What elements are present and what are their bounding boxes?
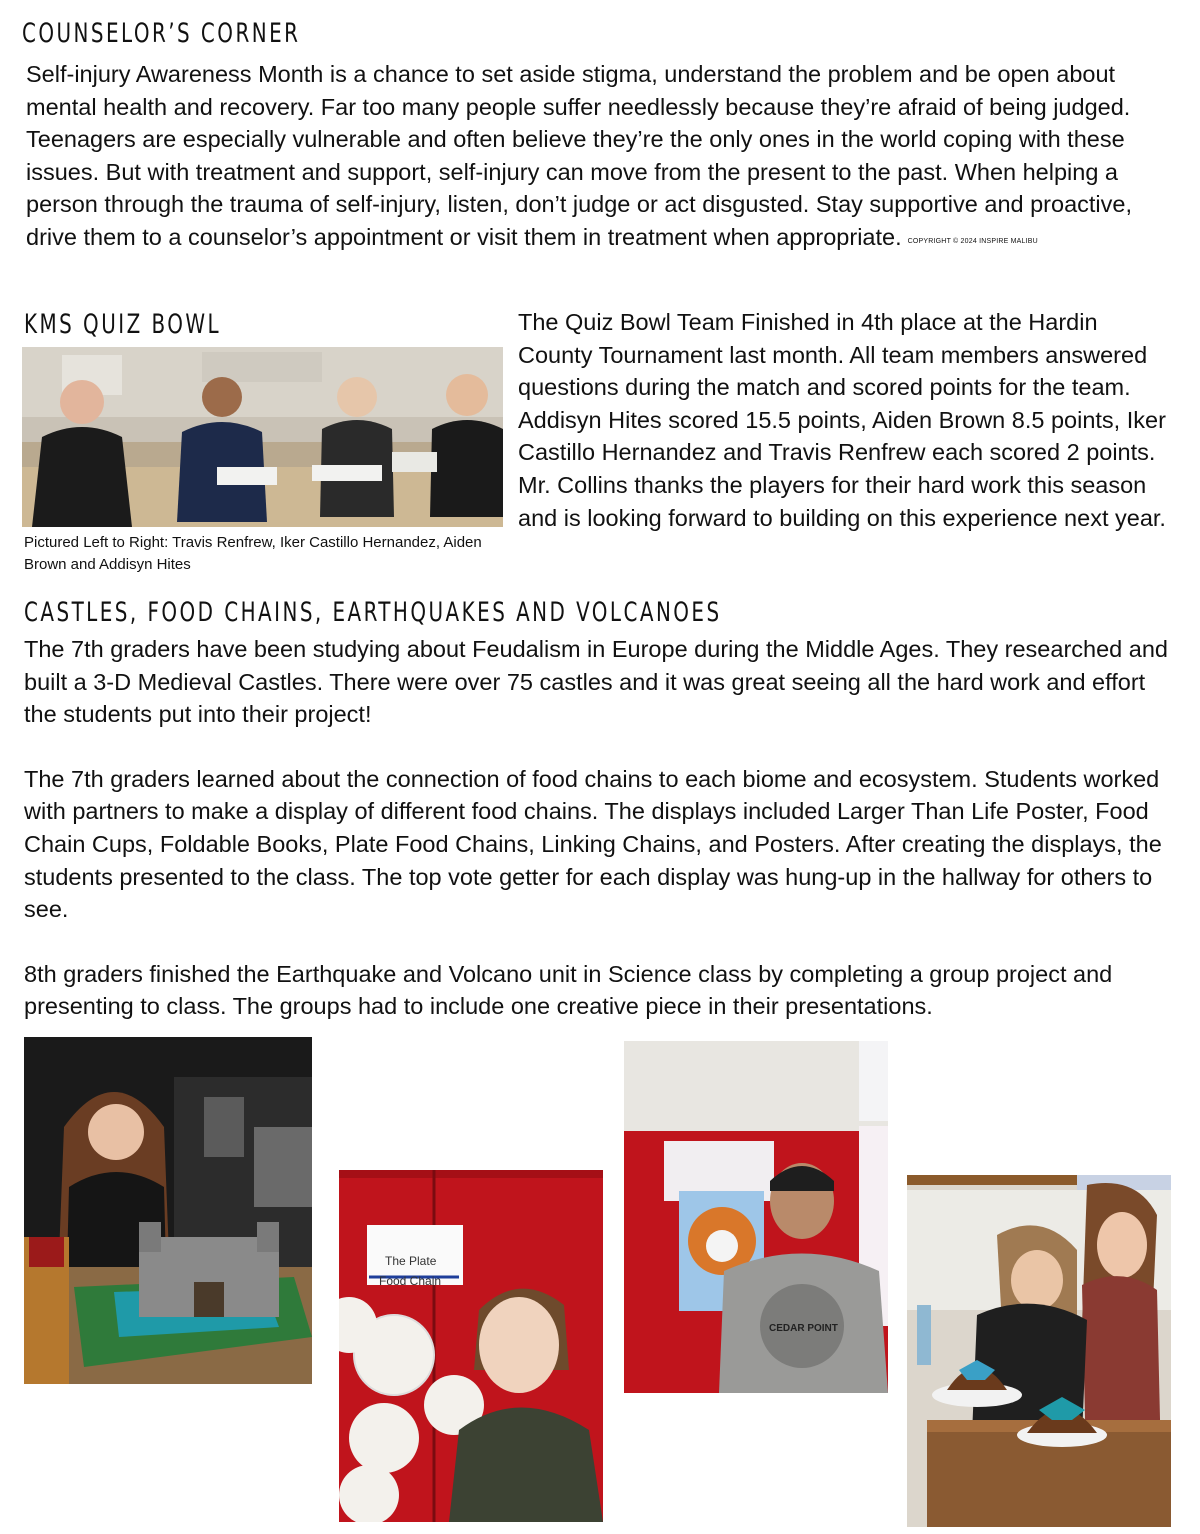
castles-paragraph-medieval: The 7th graders have been studying about Feudalism in Europe during the Middle Ages. They researched and built a 3-D Medieval Castles. There were over 75 castles and it was great seeing all the hard work and effort the students put into their project! bbox=[24, 636, 1168, 728]
counselors-corner-body bbox=[26, 58, 1176, 259]
hoodie-text: CEDAR POINT bbox=[769, 1323, 838, 1334]
castles-paragraph-food-chains: The 7th graders learned about the connection of food chains to each biome and ecosystem. Students worked with partners to make a display of different food chains. The displays included Larger Than Life Poster, Food Chain Cups, Foldable Books, Plate Food Chains, Linking Chains, and Posters. After creating the displays, the students presented to the class. The top vote getter for each display was hung-up in the hallway for others to see. bbox=[24, 765, 1162, 923]
quiz-bowl-body: The Quiz Bowl Team Finished in 4th place at the Hardin County Tournament last month. All team members answered questions during the match and scored points for the team. Addisyn Hites scored 15.5 points, Aiden Brown 8.5 points, Iker Castillo Hernandez and Travis Renfrew each scored 2 points. Mr. Collins thanks the players for their hard work this season and is looking forward to building on this experience next year. bbox=[518, 309, 1166, 531]
quiz-bowl-photo-caption: Pictured Left to Right: Travis Renfrew, Iker Castillo Hernandez, Aiden Brown and Addisyn Hites bbox=[24, 534, 482, 573]
quiz-bowl-team-photo bbox=[22, 347, 503, 527]
plate-food-chain-photo bbox=[339, 1170, 603, 1522]
food-chain-poster-student-photo bbox=[624, 1041, 888, 1393]
counselors-corner-text: Self-injury Awareness Month is a chance to set aside stigma, understand the problem and be open about mental health and recovery. Far too many people suffer needlessly because they’re afraid of being judged. Teenagers are especially vulnerable and often believe they’re the only ones in the world coping with these issues. But with treatment and support, self-injury can move from the present to the past. When helping a person through the trauma of self-injury, listen, don’t judge or act disgusted. Stay supportive and proactive, drive them to a counselor’s appointment or visit them in treatment when appropriate. bbox=[26, 61, 1132, 250]
plate-sign-line2: Food Chain bbox=[379, 1274, 442, 1288]
plate-sign-line1: The Plate bbox=[385, 1254, 437, 1268]
copyright-notice: COPYRIGHT © 2024 INSPIRE MALIBU bbox=[907, 237, 1038, 245]
castles-heading: CASTLES, FOOD CHAINS, EARTHQUAKES AND VOLCANOES bbox=[24, 597, 722, 628]
castles-body bbox=[24, 633, 1174, 1023]
castle-project-photo bbox=[24, 1037, 312, 1384]
quiz-bowl-heading: KMS QUIZ BOWL bbox=[24, 309, 222, 340]
counselors-corner-heading: COUNSELOR’S CORNER bbox=[22, 18, 301, 49]
castles-paragraph-earthquakes: 8th graders finished the Earthquake and Volcano unit in Science class by completing a group project and presenting to class. The groups had to include one creative piece in their presentations. bbox=[24, 960, 1113, 1020]
volcano-cake-photo bbox=[907, 1175, 1171, 1527]
